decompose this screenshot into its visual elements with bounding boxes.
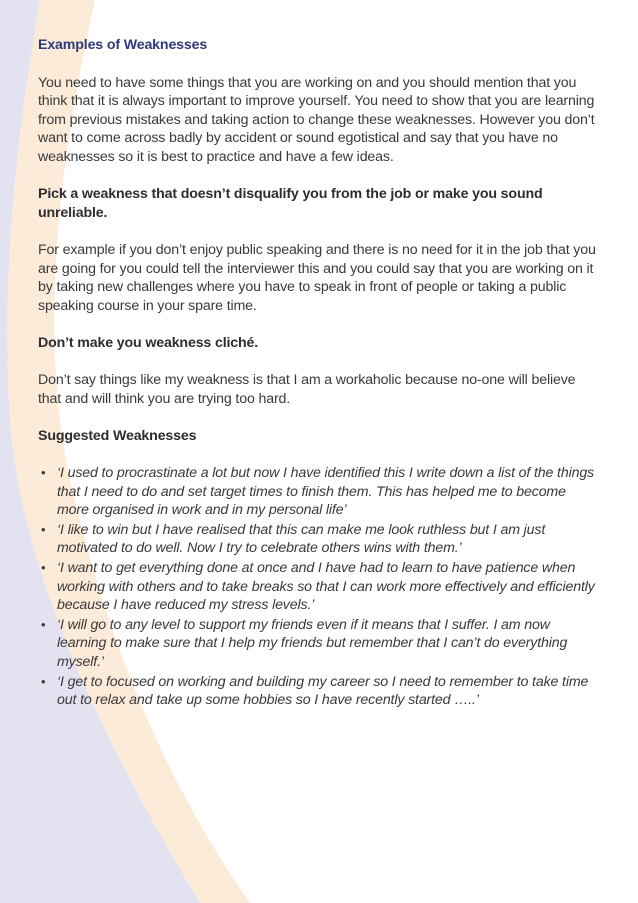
intro-paragraph: You need to have some things that you are working on and you should mention that you think that it is always important to improve yourself. You need to show that you are learning from previous mistakes and taking action to change these weaknesses. However you don’t want to come across badly by accident or sound egotistical and say that you have no weaknesses so it is best to practice and have a few ideas. [38,74,595,165]
cliche-paragraph: Don’t say things like my weakness is that I am a workaholic because no-one will believe that and will think you are trying too hard. [38,372,576,407]
weakness-list [38,464,598,710]
list-item-text: ‘I used to procrastinate a lot but now I have identified this I write down a list of the things that I need to do and set target times to finish them. This has helped me to become more organised in work and in my personal life’ [57,465,595,519]
tip-heading-2: Don’t make you weakness cliché. [38,334,259,351]
list-item [38,559,598,615]
list-item-text: ‘I get to focused on working and building my career so I need to remember to take time out to relax and take up some hobbies so I have recently started …..’ [57,673,589,709]
bullet-icon: • [41,521,46,537]
document-body [38,36,598,711]
list-item-text: ‘I want to get everything done at once and I have had to learn to have patience when working with others and to take breaks so that I can work more effectively and efficiently because I have reduced my stress levels.’ [57,560,595,614]
list-item [38,673,598,710]
list-item [38,464,598,520]
example-paragraph: For example if you don’t enjoy public speaking and there is no need for it in the job that you are going for you could tell the interviewer this and you could say that you are working on it by taking new challenges where you have to speak in front of people or taking a public speaking course in your spare time. [38,241,596,314]
list-item [38,616,598,672]
list-item-text: ‘I like to win but I have realised that this can make me look ruthless but I am just motivated to do well. Now I try to celebrate others wins with them.’ [57,521,546,557]
list-item-text: ‘I will go to any level to support my friends even if it means that I suffer. I am now learning to make sure that I help my friends but remember that I can’t do everything myself.’ [57,616,568,670]
bullet-icon: • [41,560,46,576]
suggested-weaknesses-heading: Suggested Weaknesses [38,427,197,444]
page-title: Examples of Weaknesses [38,37,208,53]
list-item [38,521,598,558]
bullet-icon: • [41,465,46,481]
bullet-icon: • [41,616,46,632]
bullet-icon: • [41,673,46,689]
tip-heading-1: Pick a weakness that doesn’t disqualify you from the job or make you sound unreliable. [38,186,543,221]
